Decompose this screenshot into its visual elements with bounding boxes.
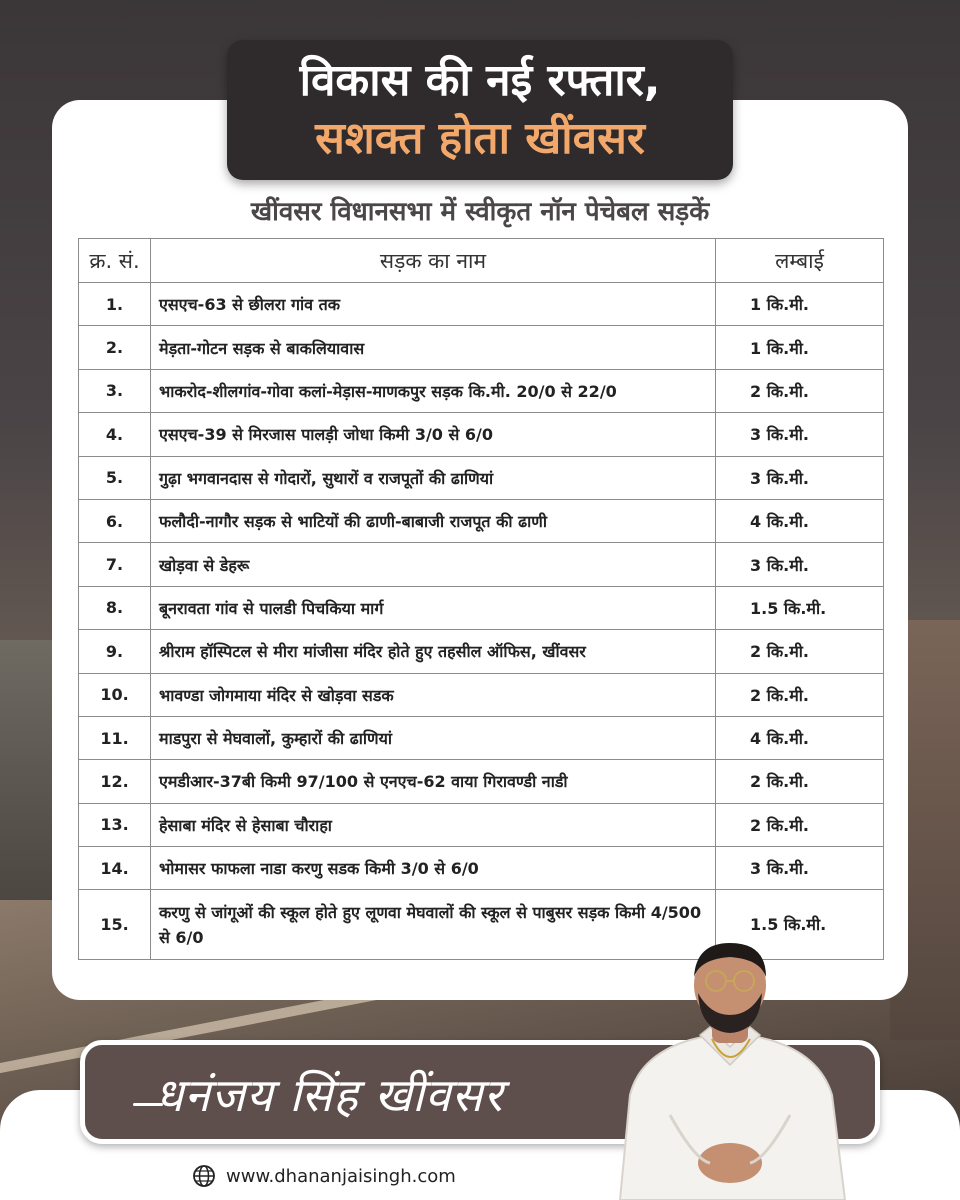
row-length: 1 कि.मी. xyxy=(716,326,884,369)
row-length: 3 कि.मी. xyxy=(716,543,884,586)
row-serial: 7. xyxy=(79,543,151,586)
row-road-name: भाकरोद-शीलगांव-गोवा कलां-मेड़ास-माणकपुर सड़क कि.मी. 20/0 से 22/0 xyxy=(151,369,716,412)
row-serial: 12. xyxy=(79,760,151,803)
row-length: 1.5 कि.मी. xyxy=(716,586,884,629)
table-row xyxy=(79,760,884,803)
row-road-name: करणु से जांगूओं की स्कूल होते हुए लूणवा मेघवालों की स्कूल से पाबुसर सड़क किमी 4/500 से 6/0 xyxy=(151,890,716,960)
row-serial: 15. xyxy=(79,890,151,960)
row-road-name: श्रीराम हॉस्पिटल से मीरा मांजीसा मंदिर होते हुए तहसील ऑफिस, खींवसर xyxy=(151,630,716,673)
table-row xyxy=(79,673,884,716)
row-road-name: भावण्डा जोगमाया मंदिर से खोड़वा सडक xyxy=(151,673,716,716)
table-row xyxy=(79,630,884,673)
row-length: 1.5 कि.मी. xyxy=(716,890,884,960)
person-photo xyxy=(600,935,860,1200)
row-serial: 8. xyxy=(79,586,151,629)
row-length: 2 कि.मी. xyxy=(716,369,884,412)
row-road-name: फलौदी-नागौर सड़क से भाटियों की ढाणी-बाबाजी राजपूत की ढाणी xyxy=(151,499,716,542)
table-header-row xyxy=(79,239,884,283)
table-row xyxy=(79,456,884,499)
row-serial: 13. xyxy=(79,803,151,846)
row-length: 3 कि.मी. xyxy=(716,847,884,890)
row-serial: 14. xyxy=(79,847,151,890)
table-row xyxy=(79,499,884,542)
table-row xyxy=(79,369,884,412)
row-serial: 6. xyxy=(79,499,151,542)
globe-icon xyxy=(192,1164,216,1188)
title-line-2: सशक्त होता खींवसर xyxy=(315,113,645,164)
row-serial: 3. xyxy=(79,369,151,412)
row-serial: 2. xyxy=(79,326,151,369)
table-row xyxy=(79,413,884,456)
row-road-name: एसएच-39 से मिरजास पालड़ी जोधा किमी 3/0 से 6/0 xyxy=(151,413,716,456)
row-road-name: बूनरावता गांव से पालडी पिचकिया मार्ग xyxy=(151,586,716,629)
table-row xyxy=(79,283,884,326)
row-length: 2 कि.मी. xyxy=(716,630,884,673)
table-row xyxy=(79,543,884,586)
header-road-name: सड़क का नाम xyxy=(151,239,716,283)
table-row xyxy=(79,803,884,846)
table-row xyxy=(79,847,884,890)
row-serial: 5. xyxy=(79,456,151,499)
row-serial: 1. xyxy=(79,283,151,326)
row-road-name: खोड़वा से डेहरू xyxy=(151,543,716,586)
row-road-name: एसएच-63 से छीलरा गांव तक xyxy=(151,283,716,326)
row-length: 3 कि.मी. xyxy=(716,456,884,499)
row-road-name: भोमासर फाफला नाडा करणु सडक किमी 3/0 से 6/0 xyxy=(151,847,716,890)
row-serial: 10. xyxy=(79,673,151,716)
row-length: 4 कि.मी. xyxy=(716,716,884,759)
table-row xyxy=(79,586,884,629)
row-serial: 4. xyxy=(79,413,151,456)
title-badge xyxy=(227,40,733,180)
row-road-name: माडपुरा से मेघवालों, कुम्हारों की ढाणियां xyxy=(151,716,716,759)
website-url[interactable]: www.dhananjaisingh.com xyxy=(226,1165,456,1187)
row-length: 4 कि.मी. xyxy=(716,499,884,542)
roads-table xyxy=(78,238,884,960)
row-length: 1 कि.मी. xyxy=(716,283,884,326)
table-row xyxy=(79,326,884,369)
row-length: 2 कि.मी. xyxy=(716,803,884,846)
signature-name: धनंजय सिंह खींवसर xyxy=(155,1068,504,1122)
row-road-name: मेड़ता-गोटन सड़क से बाकलियावास xyxy=(151,326,716,369)
row-length: 3 कि.मी. xyxy=(716,413,884,456)
row-length: 2 कि.मी. xyxy=(716,760,884,803)
row-serial: 9. xyxy=(79,630,151,673)
row-road-name: गुढ़ा भगवानदास से गोदारों, सुथारों व राजपूतों की ढाणियां xyxy=(151,456,716,499)
row-road-name: हेसाबा मंदिर से हेसाबा चौराहा xyxy=(151,803,716,846)
row-road-name: एमडीआर-37बी किमी 97/100 से एनएच-62 वाया गिरावण्डी नाडी xyxy=(151,760,716,803)
header-serial: क्र. सं. xyxy=(79,239,151,283)
page-subtitle: खींवसर विधानसभा में स्वीकृत नॉन पेचेबल सड़कें xyxy=(250,197,710,227)
header-length: लम्बाई xyxy=(716,239,884,283)
row-serial: 11. xyxy=(79,716,151,759)
title-line-1: विकास की नई रफ्तार, xyxy=(299,55,661,106)
table-row xyxy=(79,716,884,759)
row-length: 2 कि.मी. xyxy=(716,673,884,716)
website-link[interactable] xyxy=(192,1162,456,1190)
